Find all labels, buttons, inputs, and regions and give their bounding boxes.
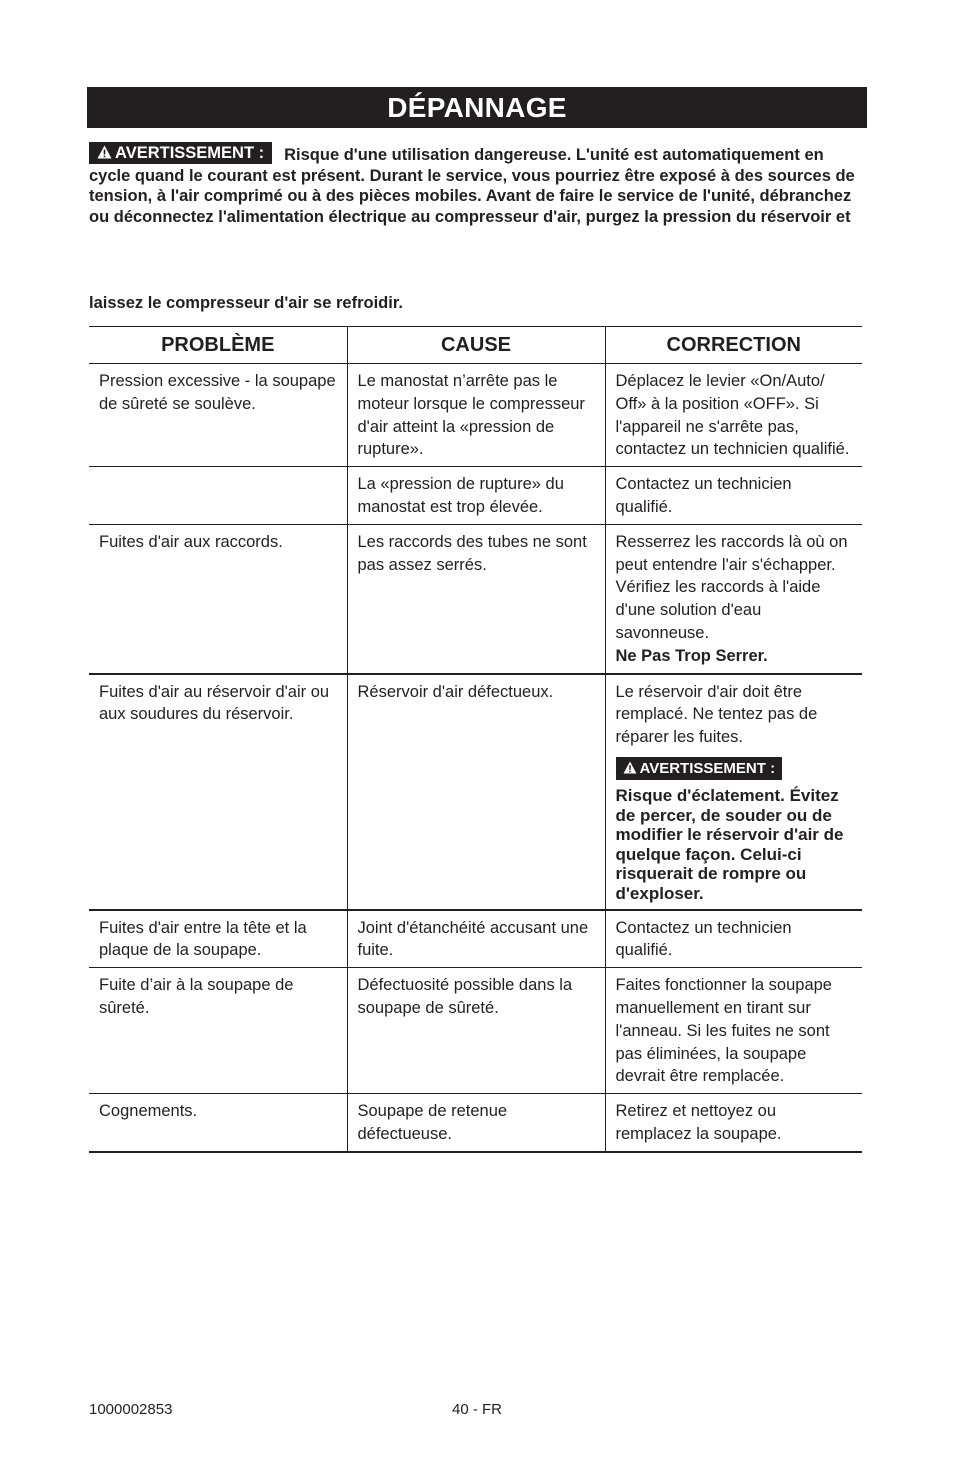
problem-cell <box>89 467 347 525</box>
table-row <box>89 674 862 910</box>
cause-cell: Joint d'étanchéité accusant une fuite. <box>347 910 605 968</box>
warning-badge-label: AVERTISSEMENT : <box>115 144 265 162</box>
warning-triangle-icon <box>97 142 112 164</box>
header-probleme: PROBLÈME <box>89 327 347 364</box>
cause-cell: Réservoir d'air défectueux. <box>347 674 605 910</box>
correction-cell: Déplacez le levier «On/Auto/ Off» à la position «OFF». Si l'appareil ne s'arrête pas, contactez un technicien qualifié. <box>605 364 862 467</box>
problem-cell: Cognements. <box>89 1094 347 1152</box>
warning-text-tail: laissez le compresseur d'air se refroidir. <box>89 294 403 312</box>
header-correction: CORRECTION <box>605 327 862 364</box>
correction-cell <box>605 524 862 673</box>
problem-cell: Fuites d'air entre la tête et la plaque de la soupape. <box>89 910 347 968</box>
correction-cell <box>605 674 862 910</box>
warning-badge <box>89 142 272 164</box>
problem-cell: Fuites d'air aux raccords. <box>89 524 347 673</box>
table-row <box>89 910 862 968</box>
correction-warning: Risque d'éclatement. Évitez de percer, de souder ou de modifier le réservoir d'air de quelque façon. Celui-ci risquerait de rompre ou d'exploser. <box>615 785 844 903</box>
table-row <box>89 524 862 673</box>
correction-cell: Contactez un technicien qualifié. <box>605 910 862 968</box>
warning-badge-label: AVERTISSEMENT : <box>639 759 776 777</box>
cause-cell: Défectuosité possible dans la soupape de sûreté. <box>347 968 605 1094</box>
page-title: DÉPANNAGE <box>87 87 867 128</box>
table-row <box>89 968 862 1094</box>
troubleshooting-table <box>89 326 862 1153</box>
problem-cell: Fuites d'air au réservoir d'air ou aux soudures du réservoir. <box>89 674 347 910</box>
table-header-row <box>89 327 862 364</box>
correction-note: Ne Pas Trop Serrer. <box>615 646 768 665</box>
cause-cell: Le manostat n’arrête pas le moteur lorsque le compresseur d'air atteint la «pression de rupture». <box>347 364 605 467</box>
table-row <box>89 1094 862 1152</box>
table-row <box>89 364 862 467</box>
cause-cell: La «pression de rupture» du manostat est trop élevée. <box>347 467 605 525</box>
warning-triangle-icon <box>623 757 637 780</box>
correction-cell: Contactez un technicien qualifié. <box>605 467 862 525</box>
cause-cell: Les raccords des tubes ne sont pas assez serrés. <box>347 524 605 673</box>
page-number: 40 - FR <box>451 1401 502 1418</box>
warning-badge <box>616 757 783 780</box>
correction-text: Resserrez les raccords là où on peut entendre l'air s'échapper. Vérifiez les raccords à l'aide d'une solution d'eau savonneuse. <box>615 532 848 642</box>
correction-cell: Faites fonctionner la soupape manuellement en tirant sur l'anneau. Si les fuites ne sont pas éliminées, la soupape devrait être remplacée. <box>605 968 862 1094</box>
problem-cell: Fuite d’air à la soupape de sûreté. <box>89 968 347 1094</box>
warning-block <box>89 142 859 227</box>
document-number: 1000002853 <box>89 1401 173 1418</box>
correction-text: Le réservoir d'air doit être remplacé. Ne tentez pas de réparer les fuites. <box>615 682 818 747</box>
problem-cell: Pression excessive - la soupape de sûreté se soulève. <box>89 364 347 467</box>
correction-cell: Retirez et nettoyez ou remplacez la soupape. <box>605 1094 862 1152</box>
warning-text: Risque d'une utilisation dangereuse. L'unité est automatiquement en cycle quand le courant est présent. Durant le service, vous pourriez être exposé à des sources de tension, à l'air comprimé ou à des pièces mobiles. Avant de faire le service de l'unité, débranchez ou déconnectez l'alimentation électrique au compresseur d'air, purgez la pression du réservoir et <box>89 146 855 226</box>
table-row <box>89 467 862 525</box>
cause-cell: Soupape de retenue défectueuse. <box>347 1094 605 1152</box>
header-cause: CAUSE <box>347 327 605 364</box>
